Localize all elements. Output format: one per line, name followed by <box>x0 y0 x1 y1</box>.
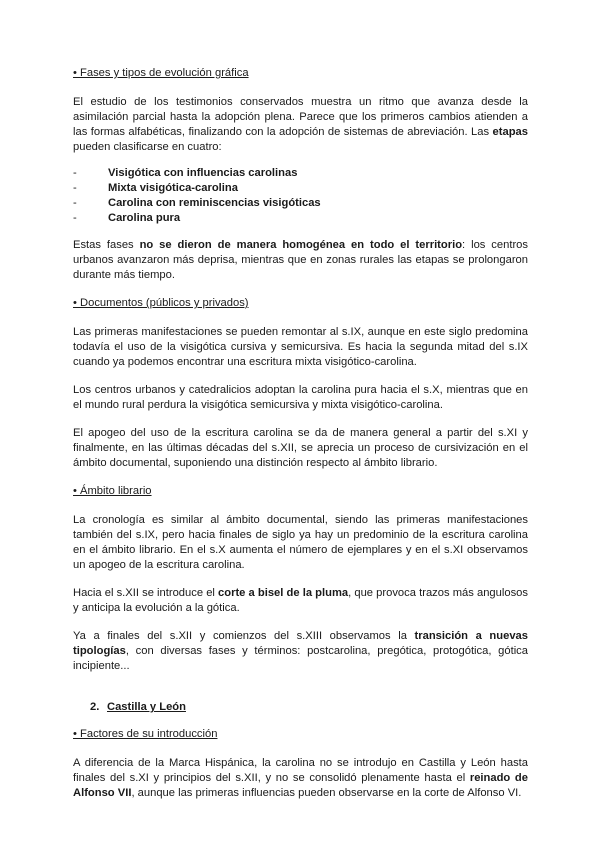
section-heading-ambito-librario: • Ámbito librario <box>73 485 152 497</box>
stages-list <box>73 166 528 226</box>
paragraph-librario-1: La cronología es similar al ámbito documental, siendo las primeras manifestaciones también del s.IX, pero hacia finales de siglo ya hay un predominio de la escritura carolina en el ámbito librario. En el s.X aumenta el número de ejemplares y en el s.XI observamos un apogeo de la escritura carolina. <box>73 514 528 571</box>
dash-bullet: - <box>73 182 77 194</box>
paragraph-documentos-1: Las primeras manifestaciones se pueden remontar al s.IX, aunque en este siglo predomina todavía el uso de la visigótica cursiva y semicursiva. Es hacia la segunda mitad del s.IX cuando ya podemos encontrar una escritura mixta visigótico-carolina. <box>73 326 528 368</box>
text-run: pueden clasificarse en cuatro: <box>73 141 222 153</box>
paragraph-librario-2 <box>73 586 528 616</box>
list-item-label: Visigótica con influencias carolinas <box>108 167 298 179</box>
dash-bullet: - <box>73 167 77 179</box>
paragraph-factores-1 <box>73 756 528 801</box>
text-run: Estas fases <box>73 239 140 251</box>
dash-bullet: - <box>73 197 77 209</box>
text-run: , aunque las primeras influencias pueden observarse en la corte de Alfonso VI. <box>131 787 522 799</box>
paragraph-documentos-3: El apogeo del uso de la escritura carolina se da de manera general a partir del s.XI y finalmente, en las últimas décadas del s.XII, se aprecia un proceso de cursivización en el ámbito documental, suponiendo una distinción respecto al ámbito librario. <box>73 427 528 469</box>
text-run: El estudio de los testimonios conservados muestra un ritmo que avanza desde la asimilación parcial hasta la adopción plena. Parece que los primeros cambios atienden a las formas alfabéticas, finalizando con la adopción de sistemas de abreviación. Las <box>73 96 528 138</box>
list-item-label: Carolina con reminiscencias visigóticas <box>108 197 321 209</box>
dash-bullet: - <box>73 212 77 224</box>
section-heading-factores: • Factores de su introducción <box>73 728 218 740</box>
bold-phrase: transición a nuevas tipologías <box>73 630 528 657</box>
section-heading-documentos: • Documentos (públicos y privados) <box>73 297 249 309</box>
paragraph-fases-territorio <box>73 238 528 283</box>
list-item <box>73 166 528 181</box>
document-page <box>73 66 528 814</box>
text-run: , que provoca trazos más angulosos y anticipa la evolución a la gótica. <box>73 587 528 614</box>
bold-phrase: no se dieron de manera homogénea en todo el territorio <box>139 239 463 251</box>
paragraph-librario-3 <box>73 629 528 674</box>
text-run: , con diversas fases y términos: postcarolina, pregótica, protogótica, gótica incipiente... <box>73 645 528 672</box>
bold-phrase: reinado de Alfonso VII <box>73 772 528 799</box>
text-run: Hacia el s.XII se introduce el <box>73 587 219 599</box>
bold-phrase: corte a bisel de la pluma <box>218 587 349 599</box>
list-item-label: Carolina pura <box>108 212 181 224</box>
text-run: : los centros urbanos avanzaron más deprisa, mientras que en zonas rurales las etapas se prolongaron durante más tiempo. <box>73 239 528 281</box>
paragraph-fases-intro <box>73 95 528 155</box>
bold-term-etapas: etapas <box>492 126 528 138</box>
list-item <box>73 181 528 196</box>
list-item-label: Mixta visigótica-carolina <box>108 182 238 194</box>
section-heading-fases: • Fases y tipos de evolución gráfica <box>73 67 249 79</box>
text-run: A diferencia de la Marca Hispánica, la carolina no se introdujo en Castilla y León hasta finales del s.XI y principios del s.XII, y no se consolidó plenamente hasta el <box>73 757 528 784</box>
section-title-castilla-leon <box>90 700 528 715</box>
section-number: 2. <box>90 701 100 713</box>
paragraph-documentos-2: Los centros urbanos y catedralicios adoptan la carolina pura hacia el s.X, mientras que en el mundo rural perdura la visigótica semicursiva y mixta visigótico-carolina. <box>73 384 528 411</box>
text-run: Ya a finales del s.XII y comienzos del s.XIII observamos la <box>73 630 415 642</box>
section-title: Castilla y León <box>107 701 186 713</box>
list-item <box>73 196 528 211</box>
list-item <box>73 211 528 226</box>
